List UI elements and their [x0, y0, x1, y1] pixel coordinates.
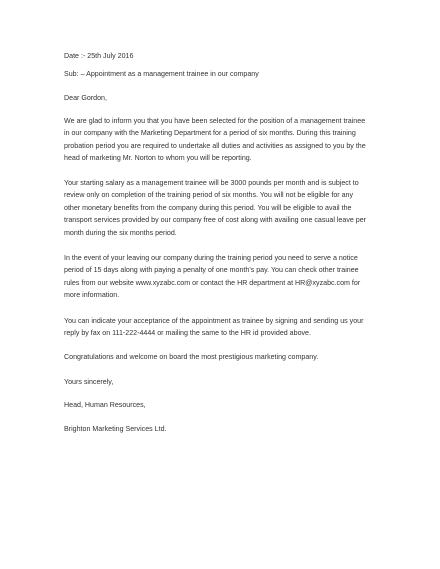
paragraph-line: more information.: [64, 291, 120, 300]
paragraph-line: rules from our website www.xyzabc.com or contact the HR department at HR@xyzabc.com for: [64, 278, 361, 287]
paragraph-line: reply by fax on 111-222-4444 or mailing the same to the HR id provided above.: [64, 329, 311, 338]
paragraph-line: You can indicate your acceptance of the appointment as trainee by signing and sending us your: [64, 317, 364, 325]
letter-congratulations: Congratulations and welcome on board the most prestigious marketing company.: [64, 353, 319, 361]
paragraph-line: Your starting salary as a management trainee will be 3000 pounds per month and is subject to: [64, 179, 359, 187]
paragraph-line: transport services provided by our company free of cost along with availing one casual leave per: [64, 216, 367, 225]
letter-subject: Sub: – Appointment as a management trainee in our company: [64, 70, 259, 78]
paragraph-line: We are glad to inform you that you have been selected for the position of a management trainee: [64, 117, 366, 125]
letter-closing: Yours sincerely,: [64, 378, 114, 386]
company-name: Brighton Marketing Services Ltd.: [64, 425, 167, 433]
paragraph-line: period of 15 days along with paying a penalty of one month's pay. You can check other trainee: [64, 266, 359, 275]
paragraph-line: probation period you are required to undertake all duties and activities as assigned to you by the: [64, 141, 366, 150]
paragraph-salary: [64, 177, 384, 239]
paragraph-notice: [64, 252, 384, 302]
paragraph-line: head of marketing Mr. Norton to whom you will be reporting.: [64, 154, 252, 163]
paragraph-line: In the event of your leaving our company during the training period you need to serve a notice: [64, 254, 358, 262]
paragraph-line: in our company with the Marketing Department for a period of six months. During this training: [64, 129, 356, 138]
paragraph-line: month during the six months period.: [64, 228, 177, 237]
letter-date: Date :- 25th July 2016: [64, 52, 134, 60]
paragraph-selection: [64, 115, 384, 165]
signatory-title: Head, Human Resources,: [64, 401, 146, 409]
letter-salutation: Dear Gordon,: [64, 94, 107, 102]
paragraph-line: other monetary benefits from the company during this period. You will be eligible to avail the: [64, 203, 352, 212]
paragraph-acceptance: [64, 315, 384, 340]
paragraph-line: review only on completion of the training period of six months. You will not be eligible for any: [64, 191, 354, 200]
